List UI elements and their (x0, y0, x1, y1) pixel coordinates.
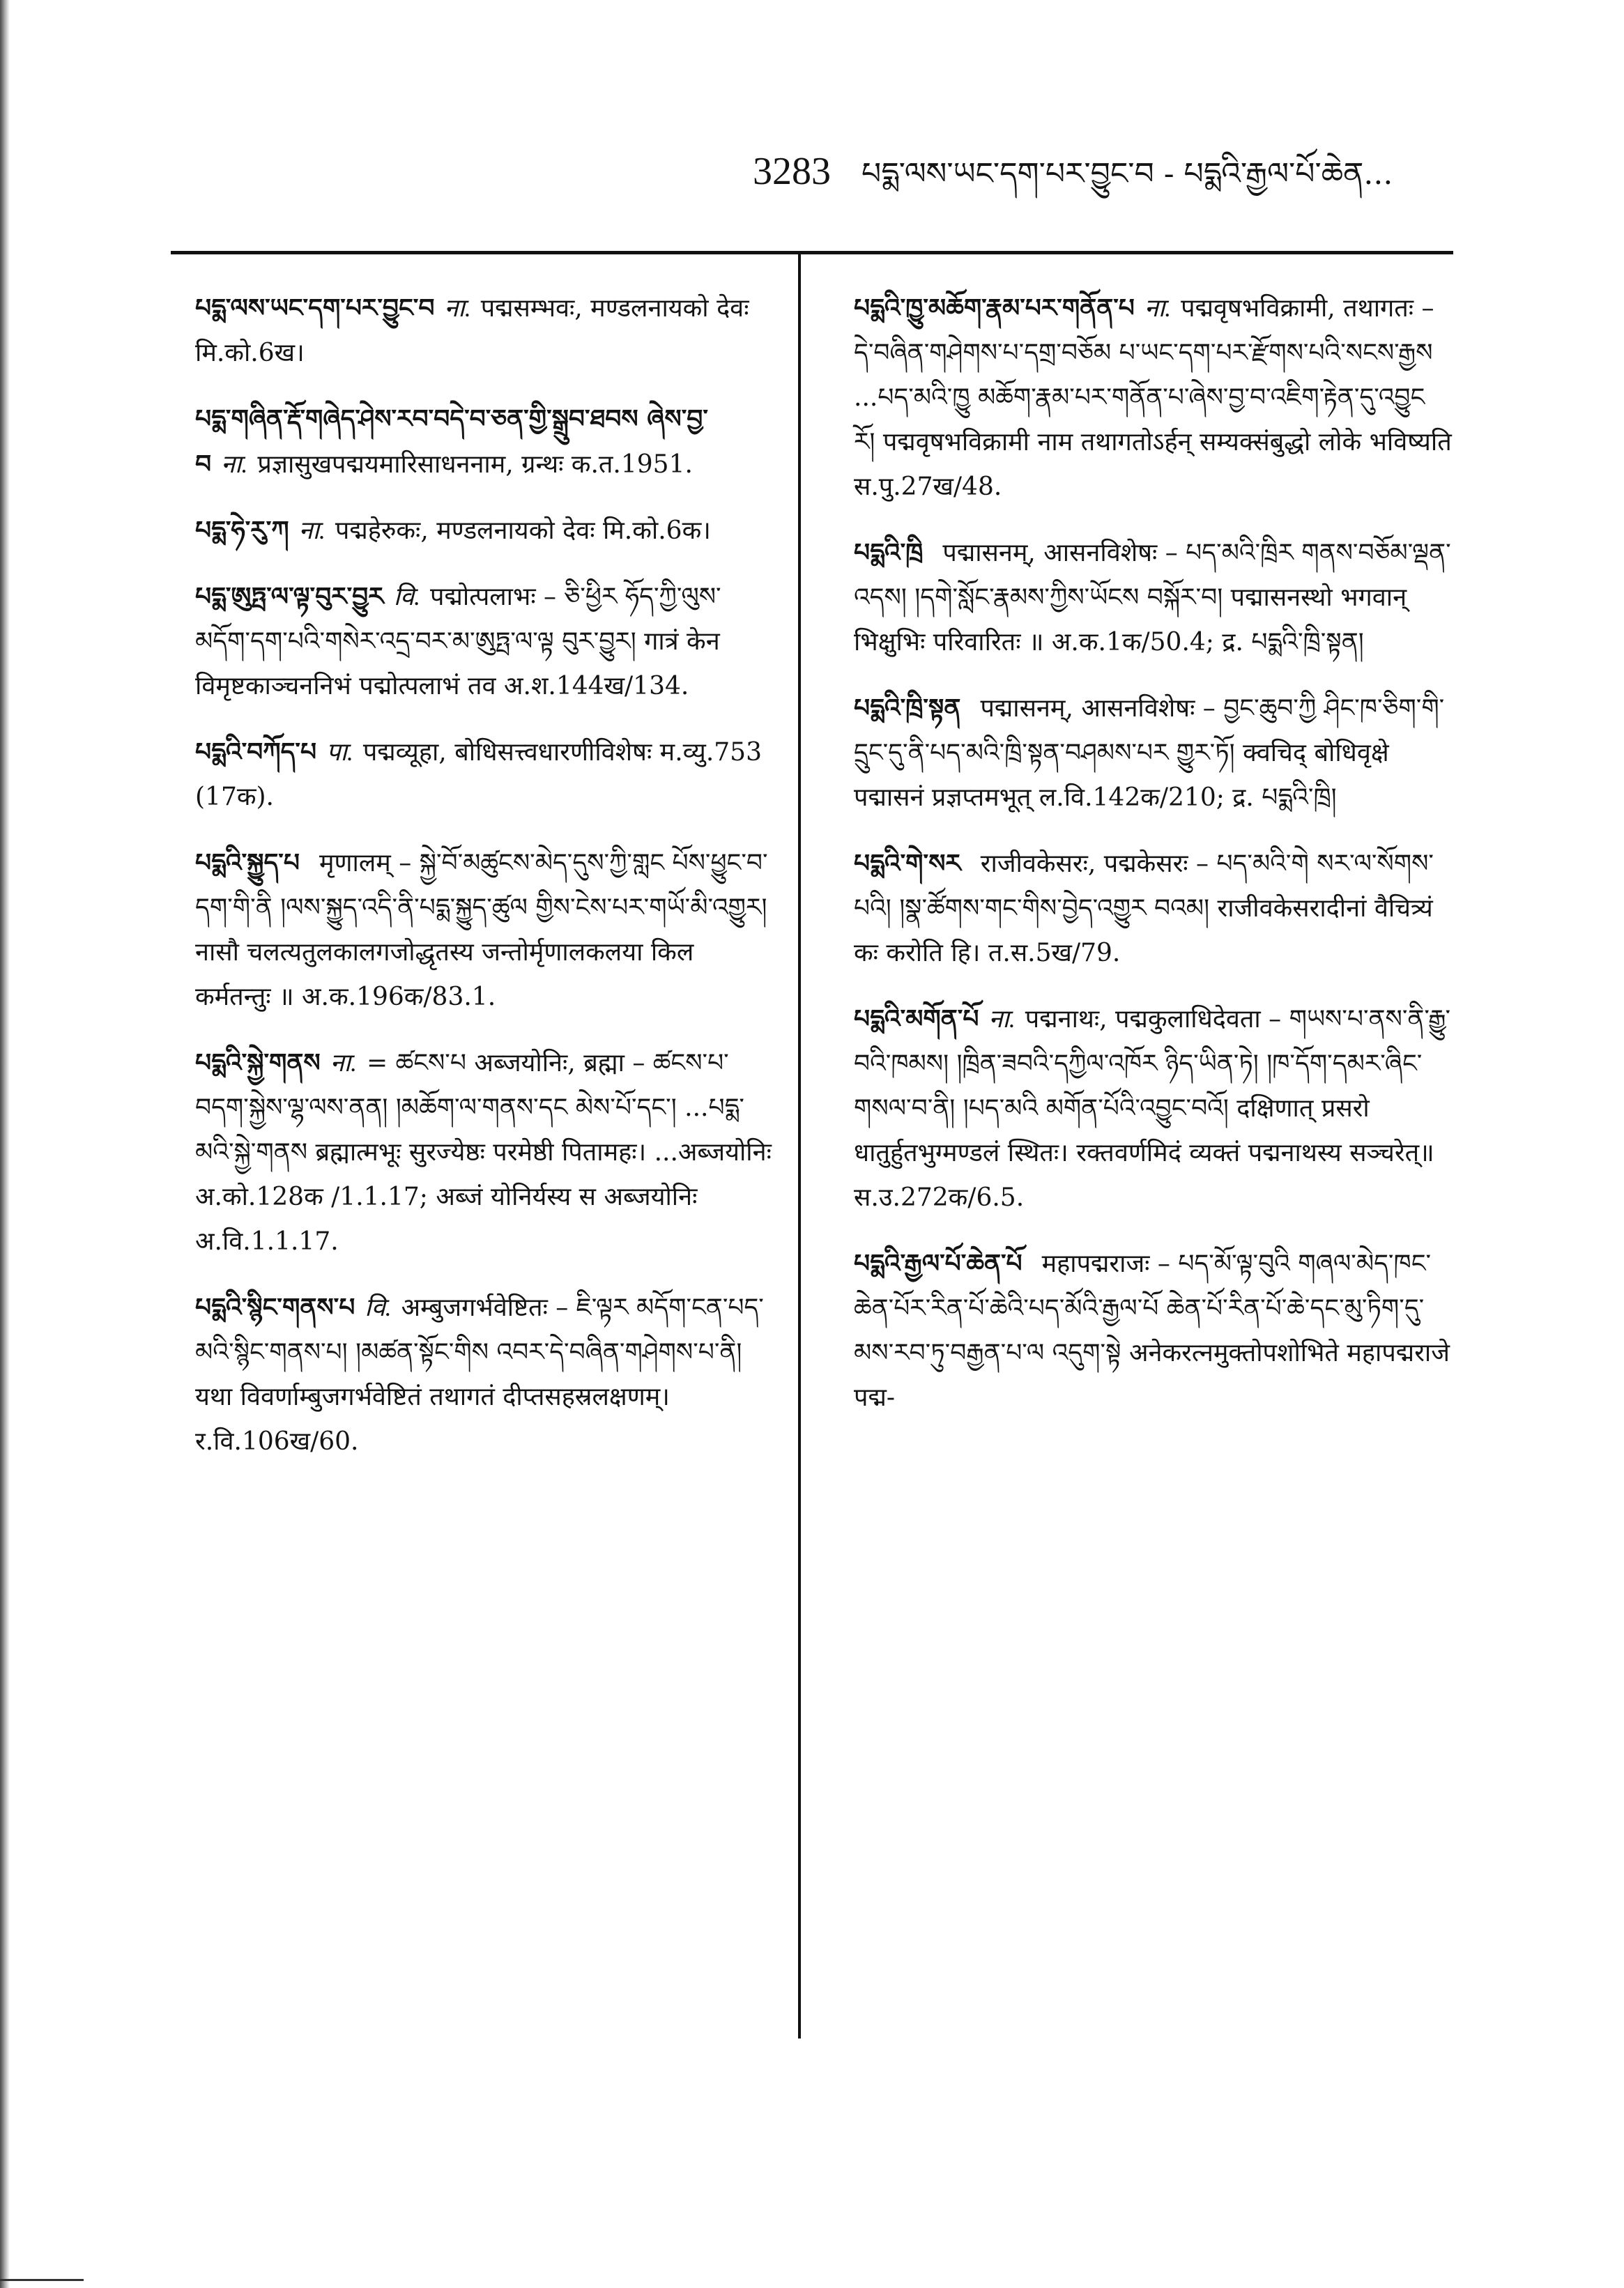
dictionary-entry (826, 1241, 1453, 1420)
running-head: པདྨ་ལས་ཡང་དག་པར་བྱུང་བ - པདྨའི་རྒྱལ་པོ་ཆེན... (861, 156, 1393, 192)
entry-body: राजीवकेसरः, पद्मकेसरः – པད་མའི་གེ སར་ལ་སོགས་པའི། །སྣ་ཚོགས་གང་གིས་བྱེད་འགྱུར བའམ། राजीवकेसरादीनां वैचित्र्यं कः करोति हि। त.स.5ख/79. (854, 850, 1434, 967)
dictionary-entry (167, 840, 774, 1020)
left-column (167, 286, 774, 1485)
entry-pos: ना. (330, 1049, 357, 1077)
page-header (753, 139, 1471, 202)
entry-term: པདྨ་ལས་ཡང་དག་པར་བྱུང་བ (195, 293, 435, 323)
entry-body: पद्मासनम्, आसनविशेषः – པད་མའི་ཁྲིར གནས་བཅོམ་ལྡན་འདས། །དགེ་སློང་རྣམས་ཀྱིས་ཡོངས བསྐོར་བ། पद्मासनस्थो भगवान् भिक्षुभिः परिवारितः ॥ अ.क.1क/50.4; द्र. པདྨའི་ཁྲི་སྟན། (854, 539, 1451, 657)
dictionary-entry (167, 508, 774, 553)
entry-pos: वि. (365, 1293, 392, 1321)
entry-term: པདྨ་གཞིན་རྡོ་གཞེད་ཤེས་རབ་བདེ་བ་ཅན་གྱི་སྒྲུབ་ཐབས ཞེས་བྱ་བ (195, 404, 708, 479)
header-rule (171, 251, 1453, 254)
entry-term: པདྨའི་བཀོད་པ (195, 737, 317, 767)
dictionary-entry (167, 397, 774, 487)
dictionary-entry (826, 286, 1453, 509)
entry-term: པདྨའི་ཁྲི (854, 538, 924, 567)
dictionary-entry (167, 1041, 774, 1264)
entry-body: पद्मासनम्, आसनविशेषः – བྱང་ཆུབ་ཀྱི ཤིང་ཁ་ཅིག་གི་དྲུང་དུ་ནི་པད་མའི་ཁྲི་སྟན་བཤམས་པར གྱུར་ཏོ། क्वचिद् बोधिवृक्षे पद्मासनं प्रज्ञप्तमभूत् ल.वि.142क/210; द्र. པདྨའི་ཁྲི། (854, 694, 1445, 812)
entry-term: པདྨའི་གེ་སར (854, 849, 961, 878)
dictionary-entry (826, 841, 1453, 976)
dictionary-entry (167, 730, 774, 820)
entry-body: = ཚངས་པ अब्जयोनिः, ब्रह्मा – ཚངས་པ་བདག་སྐྱེས་ལྷ་ལས་ནན། །མཆོག་ལ་གནས་དང མེས་པོ་དང་། ...པདྨ་མའི་སྐྱེ་གནས ब्रह्मात्मभूः सुरज्येष्ठः परमेष्ठी पितामहः। ...अब्जयोनिः अ.को.128क /1.1.17; अब्जं योनिर्यस्य स अब्जयोनिः अ.वि.1.1.17. (195, 1049, 772, 1256)
entry-body: अम्बुजगर्भवेष्टितः – ཇི་ལྟར མདོག་ངན་པད་མའི་སྙིང་གནས་པ། །མཚན་སྟོང་གིས འབར་དེ་བཞིན་གཤེགས་པ་ནི། यथा विवर्णाम्बुजगर्भवेष्टितं तथागतं दीप्तसहस्रलक्षणम्। र.वि.106ख/60. (195, 1293, 764, 1456)
entry-term: པདྨའི་ཁྱུ་མཆོག་རྣམ་པར་གནོན་པ (854, 293, 1135, 323)
entry-pos: ना. (298, 516, 325, 544)
entry-term: པདྨའི་མགོན་པོ (854, 1004, 979, 1034)
entry-term: པདྨ་ཧེ་རུ་ཀ (195, 516, 289, 545)
entry-pos: पा. (326, 738, 353, 766)
entry-body: प्रज्ञासुखपद्मयमारिसाधननाम, ग्रन्थः क.त.1951. (257, 450, 693, 479)
entry-pos: ना. (1144, 294, 1172, 322)
page-edge (0, 0, 10, 2288)
dictionary-entry (167, 286, 774, 376)
column-divider (798, 254, 801, 2039)
dictionary-entry (167, 1285, 774, 1464)
right-column (826, 286, 1453, 1441)
entry-pos: वि. (393, 583, 421, 611)
entry-term: པདྨའི་ཁྲི་སྟན (854, 693, 961, 723)
entry-body: महापद्मराजः – པད་མོ་ལྟ་བུའི གཞལ་མེད་ཁང་ཆེན་པོར་རིན་པོ་ཆེའི་པད་མོའི་རྒྱལ་པོ ཆེན་པོ་རིན་པོ་ཆེ་དང་མུ་ཏིག་དུ་མས་རབ་ཏུ་བརྒྱན་པ་ལ འདུག་སྟེ अनेकरत्नमुक्तोपशोभिते महापद्मराजे पद्म- (854, 1250, 1450, 1412)
scan-artifact (0, 2279, 84, 2281)
entry-body: पद्मसम्भवः, मण्डलनायको देवः मि.को.6ख। (195, 294, 749, 367)
entry-body: पद्मव्यूहा, बोधिसत्त्वधारणीविशेषः म.व्यु.753 (17क). (195, 738, 762, 811)
entry-body: मृणालम् – སྐྱེ་བོ་མཚུངས་མེད་དུས་ཀྱི་གླང པོས་ཕྱུང་བ་དག་གི་ནི །ལས་སྐྱུད་འདི་ནི་པདྨ་སྐྱུད་ཚུལ གྱིས་ངེས་པར་གཡོ་མི་འགྱུར། नासौ चलत्यतुलकालगजोद्धृतस्य जन्तोर्मृणालकलया किल कर्मतन्तुः ॥ अ.क.196क/83.1. (195, 849, 768, 1011)
page-number: 3283 (753, 150, 831, 193)
entry-pos: ना. (444, 294, 471, 322)
entry-term: པདྨའི་རྒྱལ་པོ་ཆེན་པོ (854, 1249, 1022, 1278)
dictionary-entry (826, 530, 1453, 665)
dictionary-entry (167, 574, 774, 709)
entry-term: པདྨ་ཨུཏྤ་ལ་ལྟ་བུར་བྱུར (195, 582, 384, 611)
entry-body: पद्मवृषभविक्रामी, तथागतः – དེ་བཞིན་གཤེགས་པ་དགྲ་བཅོམ པ་ཡང་དག་པར་རྫོགས་པའི་སངས་རྒྱས ...པད་མའི་ཁྱུ མཆོག་རྣམ་པར་གནོན་པ་ཞེས་བྱ་བ་འཇིག་རྟེན་དུ་འབྱུང རོ། पद्मवृषभविक्रामी नाम तथागतोऽर्हन् सम्यक्संबुद्धो लोके भविष्यति स.पु.27ख/48. (854, 294, 1452, 501)
entry-pos: ना. (221, 450, 248, 478)
entry-body: पद्महेरुकः, मण्डलनायको देवः मि.को.6क। (335, 516, 711, 545)
entry-body: पद्मनाथः, पद्मकुलाधिदेवता – གཡས་པ་ནས་ནི་རྒྱུ་བའི་ཁམས། །ཁྲིན་ཟབའི་དཀྱིལ་འཁོར ཉིད་ཡིན་ཏེ། །ཁ་དོག་དམར་ཞིང་གསལ་བ་ནི། །པད་མའི མགོན་པོའི་འབྱུང་བའོ། दक्षिणात् प्रसरो धातुर्हुतभुग्मण्डलं स्थितः। रक्तवर्णमिदं व्यक्तं पद्मनाथस्य सञ्चरेत्॥ स.उ.272क/6.5. (854, 1005, 1451, 1212)
entry-term: པདྨའི་སྙིང་གནས་པ (195, 1293, 355, 1322)
dictionary-entry (826, 997, 1453, 1220)
dictionary-entry (826, 686, 1453, 820)
entry-body: पद्मोत्पलाभः – ཅི་ཕྱིར ཧོད་ཀྱི་ལུས་མདོག་དག་པའི་གསེར་འདྲ་བར་མ་ཨུཏྤ་ལ་ལྟ བུར་བྱུར། गात्रं केन विमृष्टकाञ्चननिभं पद्मोत्पलाभं तव अ.श.144ख/134. (195, 583, 721, 700)
entry-pos: ना. (988, 1005, 1016, 1033)
entry-term: པདྨའི་སྐྱུད་པ (195, 848, 300, 877)
entry-term: པདྨའི་སྐྱེ་གནས (195, 1048, 321, 1077)
